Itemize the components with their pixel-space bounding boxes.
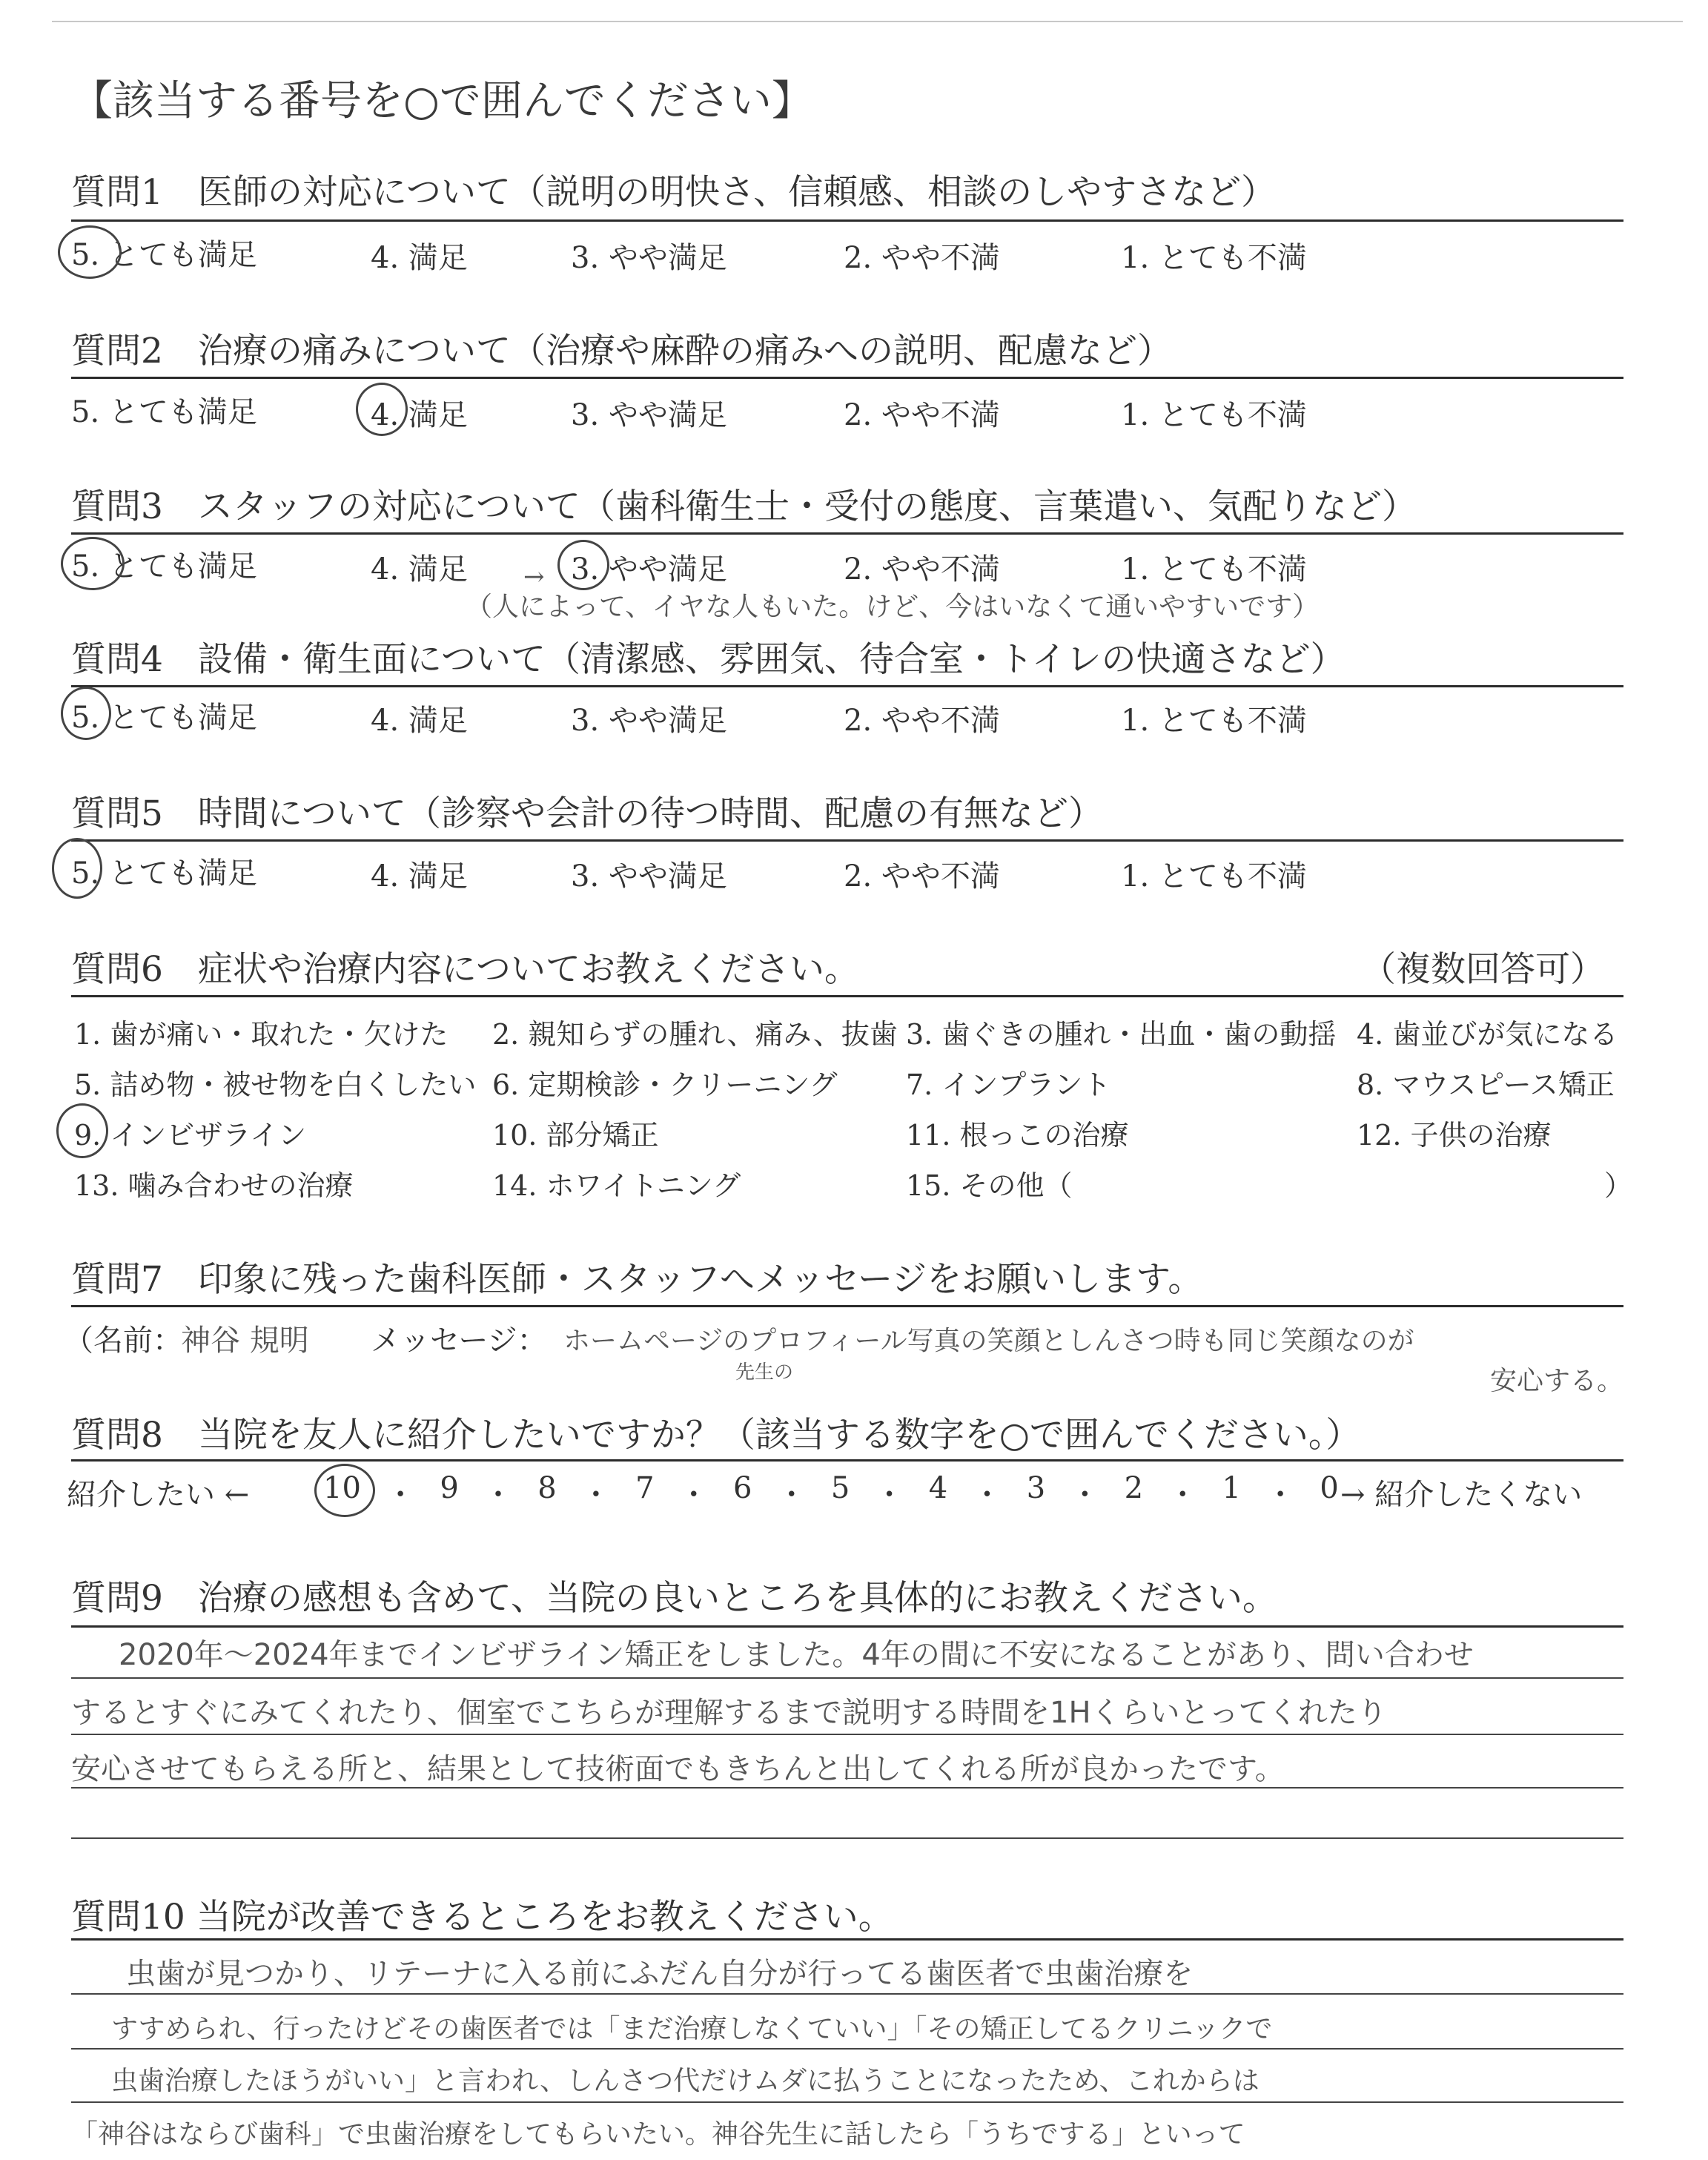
q7-title: 質問7 印象に残った歯科医師・スタッフへメッセージをお願いします。: [71, 1259, 1203, 1300]
q10-writing-line-1: [71, 1993, 1623, 1995]
q6-item-3[interactable]: 3. 歯ぐきの腫れ・出血・歯の動揺: [906, 1018, 1337, 1051]
q3-option-4[interactable]: 4. 満足: [371, 552, 468, 587]
q3-annotation-circle: [557, 540, 609, 590]
q10-answer-line-1: 虫歯が見つかり、リテーナに入る前にふだん自分が行ってる歯医者で虫歯治療を: [126, 1957, 1194, 1991]
q8-dot: ・: [580, 1478, 611, 1512]
q9-writing-line-1: [71, 1677, 1623, 1679]
q6-rule: [71, 995, 1623, 997]
q8-dot: ・: [874, 1478, 904, 1512]
q1-option-3[interactable]: 3. やや満足: [571, 241, 727, 275]
q3-option-2[interactable]: 2. やや不満: [844, 552, 1000, 587]
q6-title: 質問6 症状や治療内容についてお教えください。: [71, 949, 859, 990]
q5-selected-circle: [52, 838, 102, 899]
q6-other-close-paren: ）: [1604, 1169, 1633, 1202]
q3-selected-circle: [61, 537, 125, 590]
q8-rule: [71, 1459, 1623, 1462]
q2-option-3[interactable]: 3. やや満足: [571, 398, 727, 432]
q1-title: 質問1 医師の対応について（説明の明快さ、信頼感、相談のしやすさなど）: [71, 172, 1277, 213]
q1-selected-circle: [58, 225, 122, 279]
q5-rule: [71, 839, 1623, 842]
q2-rule: [71, 377, 1623, 379]
q9-writing-line-3: [71, 1787, 1623, 1789]
q8-dot: ・: [972, 1478, 1002, 1512]
q6-item-6[interactable]: 6. 定期検診・クリーニング: [492, 1069, 838, 1101]
q8-scale-6[interactable]: 6: [733, 1471, 752, 1505]
q2-option-4[interactable]: 4. 満足: [371, 398, 468, 432]
q7-name-value: 神谷 規明: [181, 1324, 309, 1358]
q5-title: 質問5 時間について（診察や会計の待つ時間、配慮の有無など）: [71, 793, 1103, 834]
q3-option-1[interactable]: 1. とても不満: [1121, 552, 1307, 587]
q6-item-4[interactable]: 4. 歯並びが気になる: [1357, 1018, 1618, 1051]
q6-item-2[interactable]: 2. 親知らずの腫れ、痛み、抜歯: [492, 1018, 898, 1051]
q4-option-1[interactable]: 1. とても不満: [1121, 704, 1307, 738]
q8-scale-4[interactable]: 4: [928, 1471, 948, 1505]
q8-scale-8[interactable]: 8: [537, 1471, 557, 1505]
q10-writing-line-2: [71, 2048, 1623, 2050]
q8-scale: [323, 1471, 1339, 1513]
q8-dot: ・: [678, 1478, 709, 1512]
q9-answer-line-2: するとすぐにみてくれたり、個室でこちらが理解するまで説明する時間を1Hくらいとってくれたり: [71, 1696, 1387, 1730]
q1-option-2[interactable]: 2. やや不満: [844, 241, 1000, 275]
q9-answer-line-1: 2020年〜2024年までインビザライン矯正をしました。4年の間に不安になることがあり、問い合わせ: [119, 1638, 1474, 1672]
q6-item-12[interactable]: 12. 子供の治療: [1357, 1119, 1552, 1152]
q8-selected-circle: [314, 1464, 375, 1517]
q8-title: 質問8 当院を友人に紹介したいですか？（該当する数字を○で囲んでください。）: [71, 1415, 1361, 1456]
q9-answer-line-3: 安心させてもらえる所と、結果として技術面でもきちんと出してくれる所が良かったです。: [71, 1752, 1285, 1786]
q6-item-9[interactable]: 9. インビザライン: [74, 1119, 307, 1152]
q7-message-line2: 安心する。: [1490, 1366, 1624, 1396]
q5-option-1[interactable]: 1. とても不満: [1121, 859, 1307, 894]
q8-dot: ・: [483, 1478, 514, 1512]
q6-item-1[interactable]: 1. 歯が痛い・取れた・欠けた: [74, 1018, 448, 1051]
q6-item-10[interactable]: 10. 部分矯正: [492, 1119, 659, 1152]
q3-annotation-arrow-icon: →: [523, 562, 545, 592]
q5-option-4[interactable]: 4. 満足: [371, 859, 468, 894]
q7-message-line1: ホームページのプロフィール写真の笑顔としんさつ時も同じ笑顔なのが: [563, 1326, 1414, 1356]
page-heading: 【該当する番号を○で囲んでください】: [71, 77, 813, 125]
q7-name-label: （名前：: [64, 1324, 182, 1358]
q6-item-8[interactable]: 8. マウスピース矯正: [1357, 1069, 1615, 1101]
q5-option-5[interactable]: 5. とても満足: [71, 856, 257, 891]
q5-option-2[interactable]: 2. やや不満: [844, 859, 1000, 894]
q2-title: 質問2 治療の痛みについて（治療や麻酔の痛みへの説明、配慮など）: [71, 331, 1173, 371]
q6-item-7[interactable]: 7. インプラント: [906, 1069, 1111, 1101]
q1-option-1[interactable]: 1. とても不満: [1121, 241, 1307, 275]
q2-selected-circle: [356, 383, 408, 436]
q6-item-5[interactable]: 5. 詰め物・被せ物を白くしたい: [74, 1069, 477, 1101]
q8-scale-0[interactable]: 0: [1320, 1471, 1339, 1505]
q8-scale-2[interactable]: 2: [1124, 1471, 1144, 1505]
q9-title: 質問9 治療の感想も含めて、当院の良いところを具体的にお教えください。: [71, 1578, 1277, 1619]
q8-left-label: 紹介したい ←: [67, 1478, 250, 1512]
q6-item-13[interactable]: 13. 噛み合わせの治療: [74, 1169, 354, 1202]
q9-rule: [71, 1625, 1623, 1628]
q3-option-3[interactable]: 3. やや満足: [571, 552, 727, 587]
q8-scale-7[interactable]: 7: [635, 1471, 655, 1505]
q4-rule: [71, 685, 1623, 687]
q4-option-5[interactable]: 5. とても満足: [71, 701, 257, 735]
q10-answer-line-4: 「神谷はならび歯科」で虫歯治療をしてもらいたい。神谷先生に話したら「うちでする」といって: [71, 2119, 1245, 2150]
q2-option-1[interactable]: 1. とても不満: [1121, 398, 1307, 432]
q5-option-3[interactable]: 3. やや満足: [571, 859, 727, 894]
q3-title: 質問3 スタッフの対応について（歯科衛生士・受付の態度、言葉遣い、気配りなど）: [71, 486, 1417, 527]
q8-scale-1[interactable]: 1: [1222, 1471, 1241, 1505]
q10-rule: [71, 1938, 1623, 1941]
q1-option-4[interactable]: 4. 満足: [371, 241, 468, 275]
q7-rule: [71, 1305, 1623, 1307]
q3-handwritten-note: （人によって、イヤな人もいた。けど、今はいなくて通いやすいです）: [466, 592, 1320, 622]
q6-selected-circle: [56, 1103, 108, 1158]
q10-answer-line-3: 虫歯治療したほうがいい」と言われ、しんさつ代だけムダに払うことになったため、これからは: [111, 2066, 1260, 2096]
q4-option-2[interactable]: 2. やや不満: [844, 704, 1000, 738]
q8-scale-5[interactable]: 5: [830, 1471, 850, 1505]
q3-option-5[interactable]: 5. とても満足: [71, 549, 257, 584]
q6-multiple-answers-note: （複数回答可）: [1361, 949, 1605, 990]
q7-message-insert: 先生の: [735, 1361, 794, 1384]
q8-scale-3[interactable]: 3: [1026, 1471, 1046, 1505]
q10-answer-line-2: すすめられ、行ったけどその歯医者では「まだ治療しなくていい」「その矯正してるクリニックで: [111, 2014, 1273, 2044]
q8-dot: ・: [385, 1478, 416, 1512]
q1-option-5[interactable]: 5. とても満足: [71, 238, 257, 272]
q8-dot: ・: [1070, 1478, 1100, 1512]
q8-right-label: → 紹介したくない: [1340, 1478, 1583, 1512]
q8-scale-9[interactable]: 9: [440, 1471, 459, 1505]
q4-selected-circle: [61, 687, 111, 740]
q9-writing-line-2: [71, 1734, 1623, 1735]
q3-rule: [71, 532, 1623, 535]
page-top-border: [52, 21, 1683, 22]
q4-option-4[interactable]: 4. 満足: [371, 704, 468, 738]
q4-option-3[interactable]: 3. やや満足: [571, 704, 727, 738]
q7-message-label: メッセージ：: [371, 1324, 547, 1358]
q10-title: 質問10 当院が改善できるところをお教えください。: [71, 1897, 893, 1938]
q6-item-11[interactable]: 11. 根っこの治療: [906, 1119, 1129, 1152]
q8-scale-10[interactable]: 10: [323, 1471, 361, 1505]
q6-item-14[interactable]: 14. ホワイトニング: [492, 1169, 741, 1202]
q4-title: 質問4 設備・衛生面について（清潔感、雰囲気、待合室・トイレの快適さなど）: [71, 639, 1345, 680]
q8-dot: ・: [1265, 1478, 1296, 1512]
q8-dot: ・: [776, 1478, 807, 1512]
q9-writing-line-4: [71, 1837, 1623, 1839]
q10-writing-line-3: [71, 2101, 1623, 2103]
q1-rule: [71, 219, 1623, 222]
q2-option-2[interactable]: 2. やや不満: [844, 398, 1000, 432]
q2-option-5[interactable]: 5. とても満足: [71, 395, 257, 429]
q8-dot: ・: [1168, 1478, 1198, 1512]
q6-item-15[interactable]: 15. その他（: [906, 1169, 1073, 1202]
